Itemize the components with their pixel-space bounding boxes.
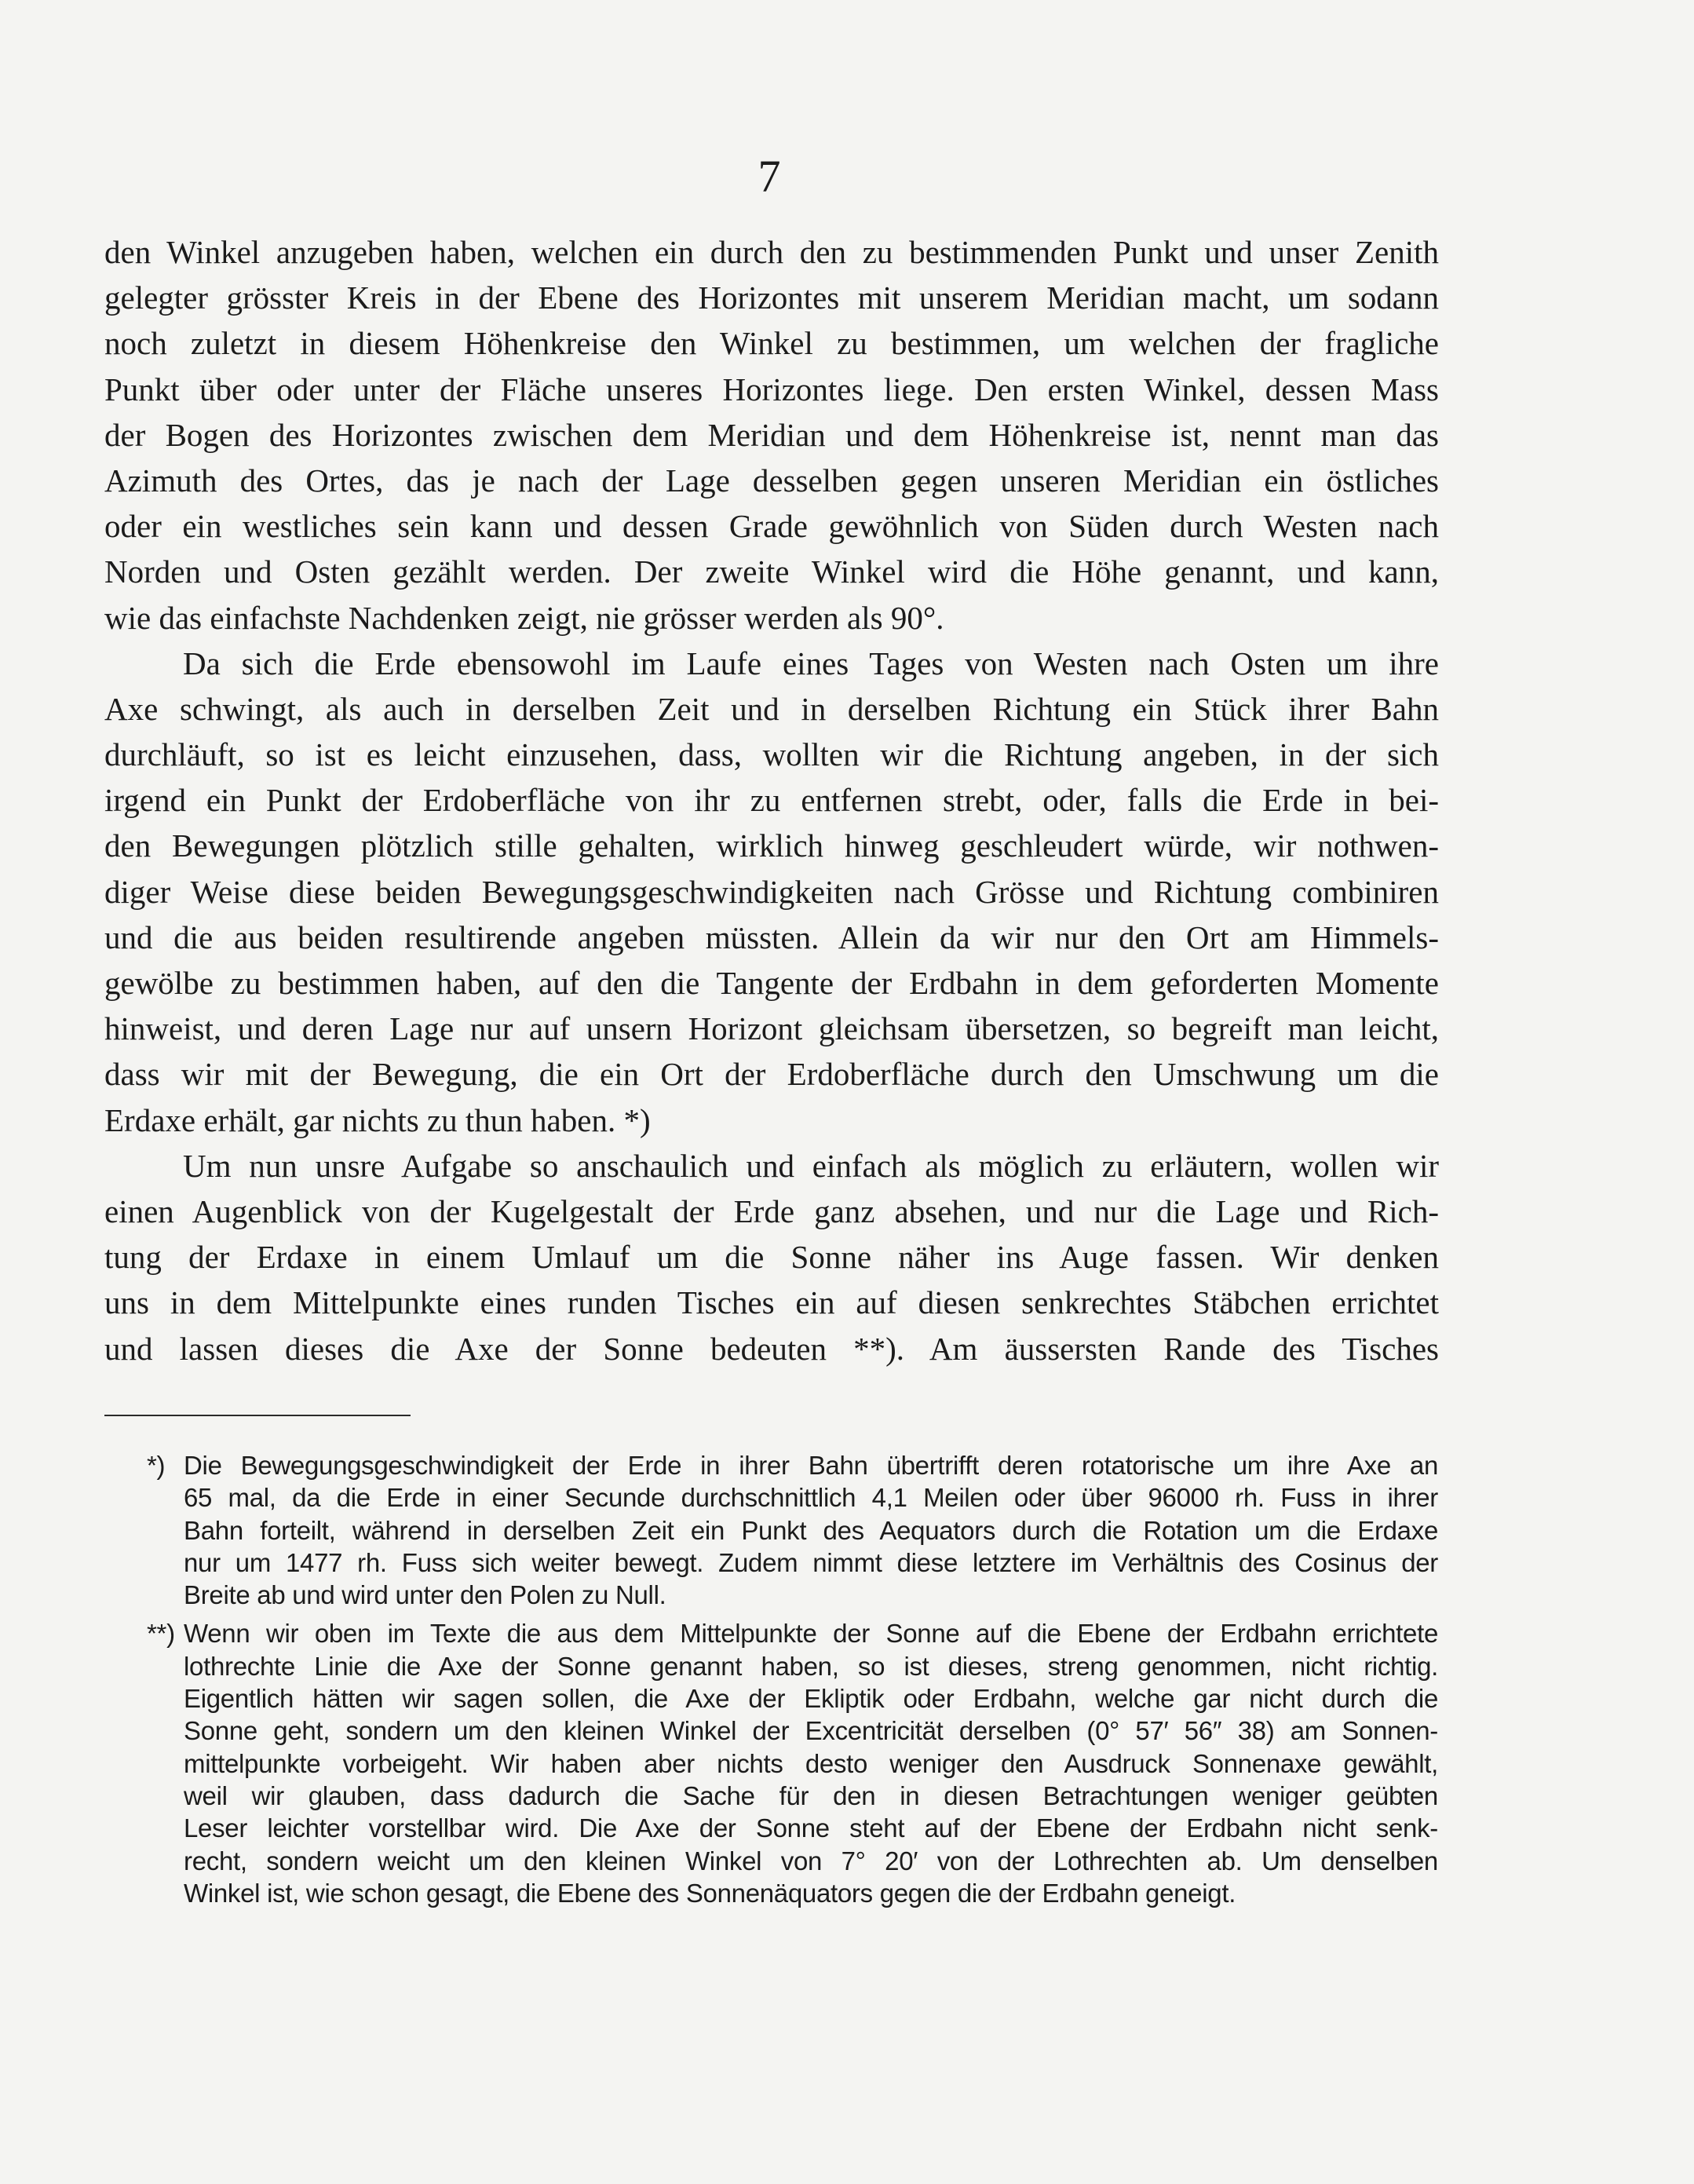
text-line: noch zuletzt in diesem Höhenkreise den Winkel zu bestimmen, um welchen der fragliche xyxy=(104,325,1439,362)
text-line-paragraph-start: Um nun unsre Aufgabe so anschaulich und einfach als möglich zu erläutern, wollen wir xyxy=(183,1147,1439,1184)
text-line: der Bogen des Horizontes zwischen dem Meridian und dem Höhenkreise ist, nennt man das xyxy=(104,416,1439,453)
text-line: hinweist, und deren Lage nur auf unsern Horizont gleichsam übersetzen, so begreift man leicht, xyxy=(104,1010,1439,1047)
text-line: Azimuth des Ortes, das je nach der Lage desselben gegen unseren Meridian ein östliches xyxy=(104,462,1439,499)
footnote-line: recht, sondern weicht um den kleinen Winkel von 7° 20′ von der Lothrechten ab. Um denselben xyxy=(184,1846,1438,1875)
text-line: gelegter grösster Kreis in der Ebene des Horizontes mit unserem Meridian macht, um sodann xyxy=(104,279,1439,316)
footnote-line: Bahn forteilt, während in derselben Zeit ein Punkt des Aequators durch die Rotation um die Erdaxe xyxy=(184,1515,1438,1545)
text-line: einen Augenblick von der Kugelgestalt der Erde ganz absehen, und nur die Lage und Rich- xyxy=(104,1192,1439,1229)
footnote-marker: *) xyxy=(147,1451,166,1480)
text-line: irgend ein Punkt der Erdoberfläche von ihr zu entfernen strebt, oder, falls die Erde in bei- xyxy=(104,782,1439,819)
footnote-1 xyxy=(147,1449,1438,1611)
main-text xyxy=(104,229,1439,1371)
footnote-line: Die Bewegungsgeschwindigkeit der Erde in ihrer Bahn übertrifft deren rotatorische um ihre Axe an xyxy=(184,1451,1438,1480)
text-line: Axe schwingt, als auch in derselben Zeit und in derselben Richtung ein Stück ihrer Bahn xyxy=(104,690,1439,727)
footnote-line: Breite ab und wird unter den Polen zu Null. xyxy=(184,1580,666,1610)
text-line: Erdaxe erhält, gar nichts zu thun haben. *) xyxy=(104,1101,651,1138)
text-line: tung der Erdaxe in einem Umlauf um die Sonne näher ins Auge fassen. Wir denken xyxy=(104,1239,1439,1276)
footnote-line: Wenn wir oben im Texte die aus dem Mittelpunkte der Sonne auf die Ebene der Erdbahn errichtete xyxy=(184,1619,1438,1649)
footnote-2 xyxy=(147,1617,1438,1909)
text-line: dass wir mit der Bewegung, die ein Ort der Erdoberfläche durch den Umschwung um die xyxy=(104,1056,1439,1093)
footnote-line: 65 mal, da die Erde in einer Secunde durchschnittlich 4,1 Meilen oder über 96000 rh. Fuss in ihrer xyxy=(184,1483,1438,1513)
footnotes xyxy=(147,1449,1438,1916)
text-line: den Bewegungen plötzlich stille gehalten, wirklich hinweg geschleudert würde, wir nothwen- xyxy=(104,827,1439,864)
text-line: den Winkel anzugeben haben, welchen ein durch den zu bestimmenden Punkt und unser Zenith xyxy=(104,234,1439,270)
footnote-line: weil wir glauben, dass dadurch die Sache für den in diesen Betrachtungen weniger geübten xyxy=(184,1780,1438,1810)
text-line: oder ein westliches sein kann und dessen Grade gewöhnlich von Süden durch Westen nach xyxy=(104,508,1439,545)
text-line: wie das einfachste Nachdenken zeigt, nie grösser werden als 90°. xyxy=(104,599,944,636)
text-line: gewölbe zu bestimmen haben, auf den die Tangente der Erdbahn in dem geforderten Momente xyxy=(104,965,1439,1001)
text-line: durchläuft, so ist es leicht einzusehen, dass, wollten wir die Richtung angeben, in der sich xyxy=(104,736,1439,773)
text-line: und lassen dieses die Axe der Sonne bedeuten **). Am äussersten Rande des Tisches xyxy=(104,1330,1439,1367)
footnote-separator xyxy=(104,1415,411,1416)
text-line: Punkt über oder unter der Fläche unseres Horizontes liege. Den ersten Winkel, dessen Mass xyxy=(104,371,1439,407)
text-line-paragraph-start: Da sich die Erde ebensowohl im Laufe eines Tages von Westen nach Osten um ihre xyxy=(183,645,1439,681)
footnote-line: Eigentlich hätten wir sagen sollen, die Axe der Ekliptik oder Erdbahn, welche gar nicht durch die xyxy=(184,1684,1438,1714)
text-line: und die aus beiden resultirende angeben müssten. Allein da wir nur den Ort am Himmels- xyxy=(104,919,1439,955)
footnote-line: lothrechte Linie die Axe der Sonne genannt haben, so ist dieses, streng genommen, nicht richtig. xyxy=(184,1651,1438,1681)
footnote-line: Winkel ist, wie schon gesagt, die Ebene des Sonnenäquators gegen die der Erdbahn geneigt. xyxy=(184,1878,1236,1908)
footnote-line: Leser leichter vorstellbar wird. Die Axe der Sonne steht auf der Ebene der Erdbahn nicht senk- xyxy=(184,1813,1438,1843)
footnote-line: mittelpunkte vorbeigeht. Wir haben aber nichts desto weniger den Ausdruck Sonnenaxe gewählt, xyxy=(184,1748,1438,1778)
footnote-line: nur um 1477 rh. Fuss sich weiter bewegt. Zudem nimmt diese letztere im Verhältnis des Cosinus der xyxy=(184,1547,1438,1577)
text-line: Norden und Osten gezählt werden. Der zweite Winkel wird die Höhe genannt, und kann, xyxy=(104,553,1439,590)
text-line: diger Weise diese beiden Bewegungsgeschwindigkeiten nach Grösse und Richtung combiniren xyxy=(104,873,1439,910)
footnote-marker: **) xyxy=(147,1619,175,1649)
footnote-line: Sonne geht, sondern um den kleinen Winkel der Excentricität derselben (0° 57′ 56″ 38) am Sonnen- xyxy=(184,1716,1438,1746)
text-line: uns in dem Mittelpunkte eines runden Tisches ein auf diesen senkrechtes Stäbchen errichtet xyxy=(104,1284,1439,1321)
page-number: 7 xyxy=(758,151,781,202)
